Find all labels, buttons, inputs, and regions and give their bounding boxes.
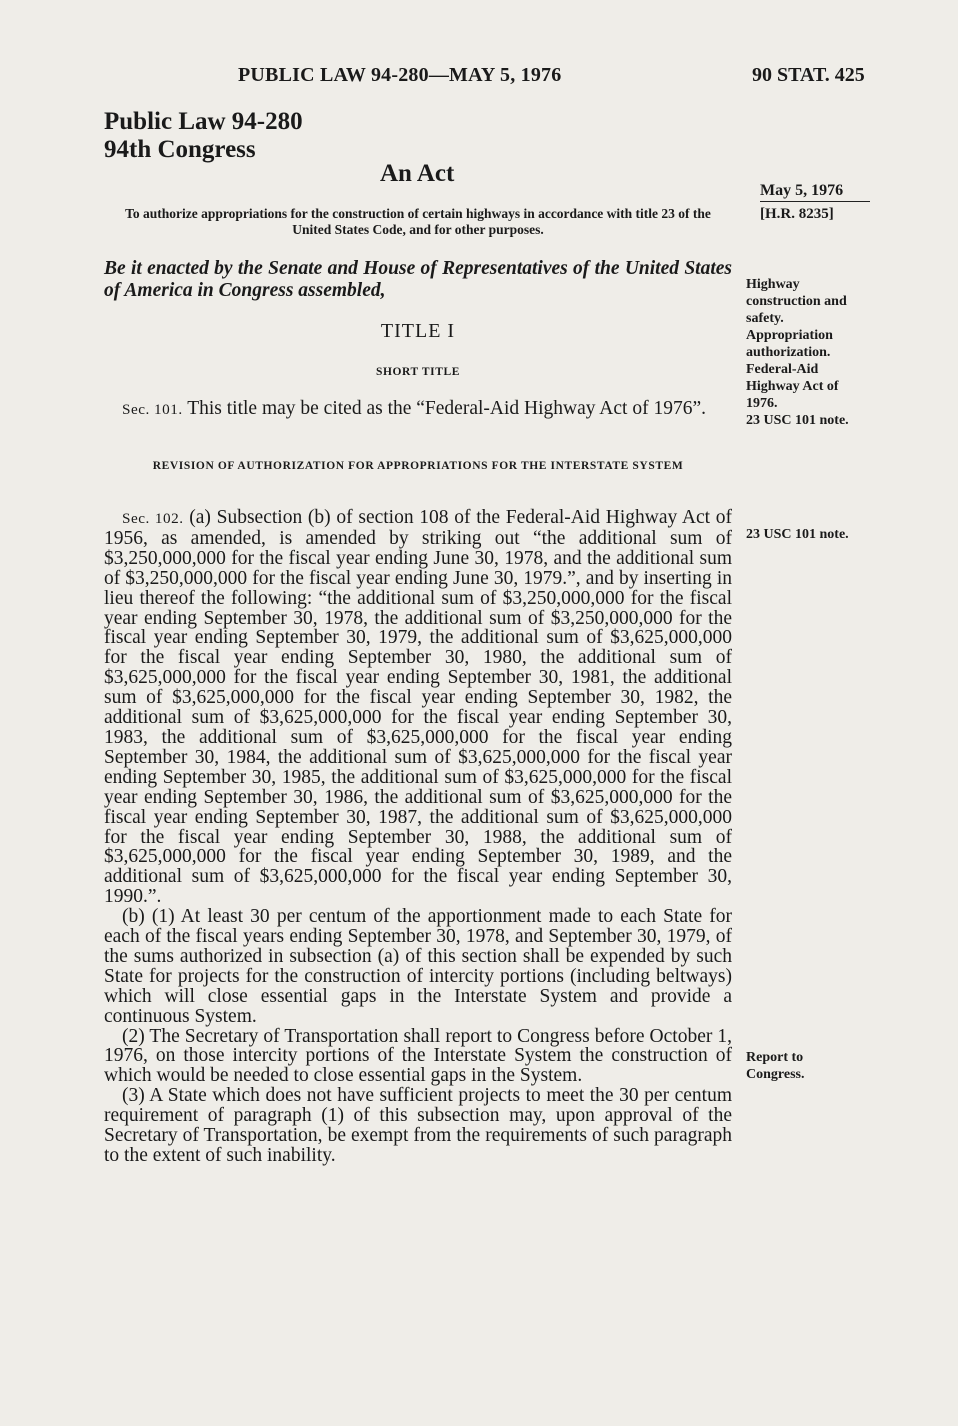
margin-note: Report to <box>746 1050 804 1065</box>
margin-note: authorization. <box>746 345 831 360</box>
section-label: Sec. 101. <box>122 401 183 418</box>
title-heading: TITLE I <box>380 320 456 342</box>
running-head: PUBLIC LAW 94-280—MAY 5, 1976 <box>238 64 562 86</box>
margin-note-usc: 23 USC 101 note. <box>746 527 849 542</box>
subsection-a <box>104 508 732 907</box>
section-101 <box>104 398 732 421</box>
statute-reference: 90 STAT. 425 <box>752 64 865 86</box>
margin-note: Appropriation <box>746 328 833 343</box>
short-title-heading: SHORT TITLE <box>375 366 461 378</box>
congress-label: 94th Congress <box>104 136 256 163</box>
act-title: An Act <box>380 160 455 187</box>
subsection-b1: (b) (1) At least 30 per centum of the apportionment made to each State for each of the fiscal years ending September 30, 1978, and September 30, 1979, of the sums authorized in subsection (a) of this section shall be expended by such State for projects for the construction of intercity portions (including beltways) which will close essential gaps in the Interstate System and provide a continuous System. <box>104 906 732 1027</box>
subsection-b3: (3) A State which does not have sufficient projects to meet the 30 per centum requirement of paragraph (1) of this subsection may, upon approval of the Secretary of Transportation, be exempt from the requirements of such paragraph to the extent of such inability. <box>104 1085 732 1166</box>
margin-note: Congress. <box>746 1067 805 1082</box>
date-block <box>760 182 870 223</box>
margin-note: safety. <box>746 311 784 326</box>
margin-notes-title-i <box>746 276 876 429</box>
enacting-clause: Be it enacted by the Senate and House of Representatives of the United States of America in Congress assembled, <box>104 258 732 301</box>
law-number: Public Law 94-280 <box>104 108 303 135</box>
section-label: Sec. 102. <box>122 510 184 527</box>
margin-note: 23 USC 101 note. <box>746 413 849 428</box>
margin-note: Highway Act of <box>746 379 839 394</box>
act-purpose: To authorize appropriations for the construction of certain highways in accordance with title 23 of the United States Code, and for other purposes. <box>125 206 711 237</box>
margin-note: 1976. <box>746 396 778 411</box>
section-102 <box>104 508 732 1166</box>
margin-note: Highway <box>746 277 800 292</box>
margin-note-report <box>746 1049 856 1083</box>
margin-note: construction and <box>746 294 847 309</box>
subsection-a-text: (a) Subsection (b) of section 108 of the Federal-Aid Highway Act of 1956, as amended, is amended by striking out “the additional sum of $3,250,000,000 for the fiscal year ending June 30, 1978, and the additional sum of $3,250,000,000 for the fiscal year ending June 30, 1979.”, and by inserting in lieu thereof the following: “the additional sum of $3,250,000,000 for the fiscal year ending September 30, 1978, the additional sum of $3,250,000,000 for the fiscal year ending September 30, 1979, the additional sum of $3,625,000,000 for the fiscal year ending September 30, 1980, the additional sum of $3,625,000,000 for the fiscal year ending September 30, 1981, the additional sum of $3,625,000,000 for the fiscal year ending September 30, 1982, the additional sum of $3,625,000,000 for the fiscal year ending September 30, 1983, the additional sum of $3,625,000,000 for the fiscal year ending September 30, 1984, the additional sum of $3,625,000,000 for the fiscal year ending September 30, 1985, the additional sum of $3,625,000,000 for the fiscal year ending September 30, 1986, the additional sum of $3,625,000,000 for the fiscal year ending September 30, 1987, the additional sum of $3,625,000,000 for the fiscal year ending September 30, 1988, the additional sum of $3,625,000,000 for the fiscal year ending September 30, 1989, and the additional sum of $3,625,000,000 for the fiscal year ending September 30, 1990.”. <box>104 507 733 908</box>
subsection-b2: (2) The Secretary of Transportation shall report to Congress before October 1, 1976, on those intercity portions of the Interstate System the construction of which would be needed to close essential gaps in the System. <box>104 1025 732 1087</box>
enactment-date: May 5, 1976 <box>760 182 870 202</box>
revision-heading: REVISION OF AUTHORIZATION FOR APPROPRIATIONS FOR THE INTERSTATE SYSTEM <box>152 460 684 472</box>
bill-number: [H.R. 8235] <box>760 206 834 222</box>
section-text: This title may be cited as the “Federal-Aid Highway Act of 1976”. <box>187 398 706 419</box>
margin-note: Federal-Aid <box>746 362 819 377</box>
